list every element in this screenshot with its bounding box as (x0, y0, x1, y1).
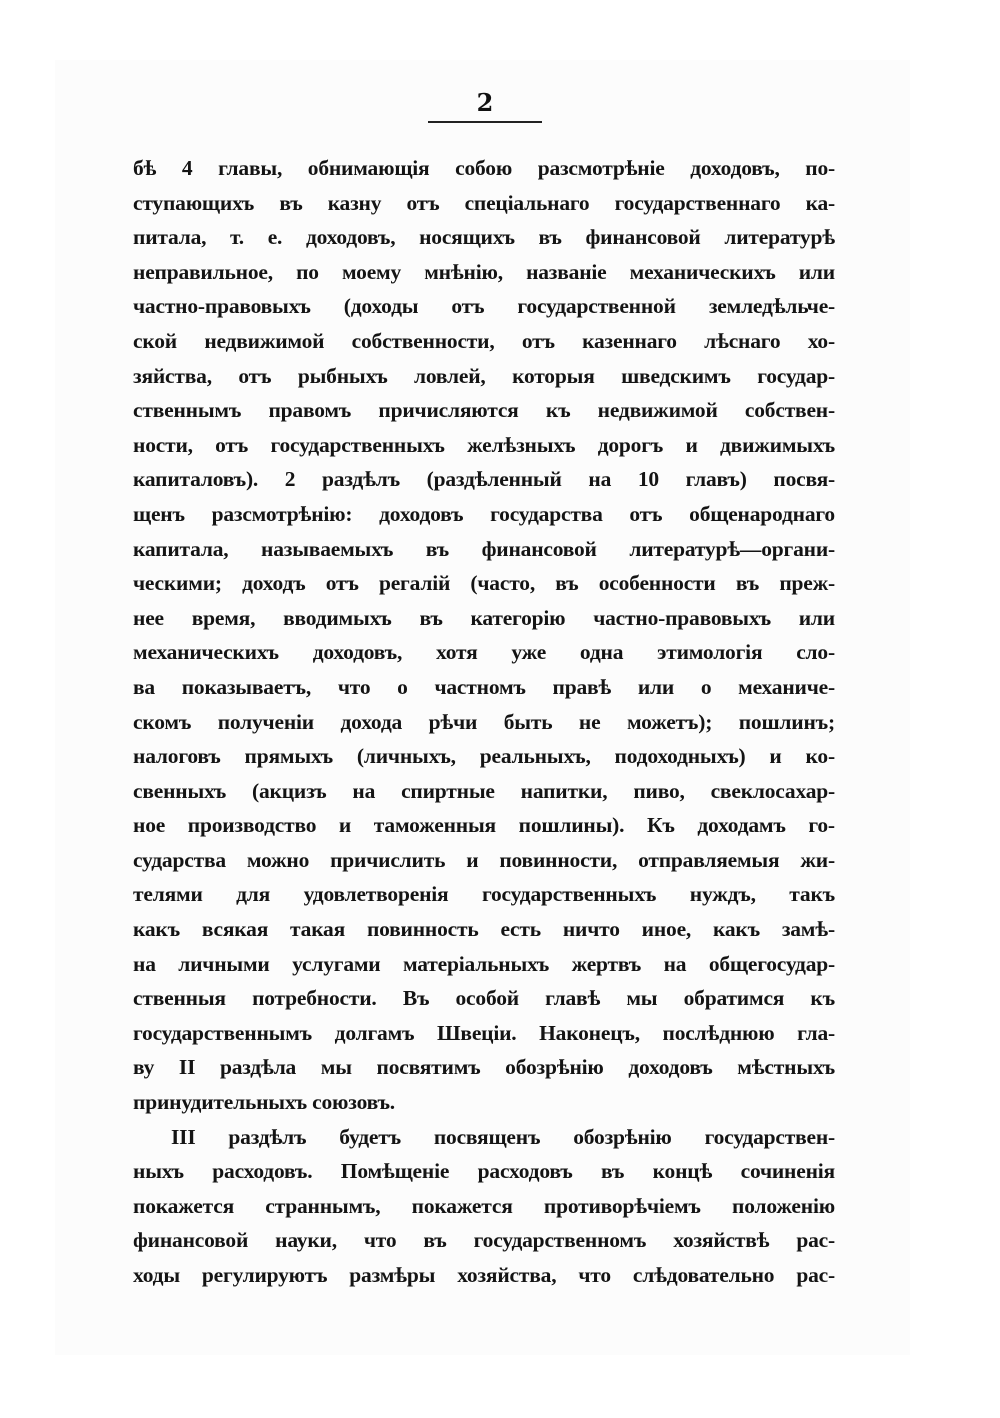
word: Помѣщеніе (340, 1159, 450, 1184)
word: телями (133, 882, 203, 907)
word: отъ (325, 571, 359, 596)
word: время, (191, 605, 256, 630)
word: въ (425, 536, 450, 561)
word: отъ (629, 501, 663, 526)
word: питала, (133, 225, 207, 250)
word: доходовъ, (690, 156, 780, 180)
word: ственнымъ (133, 398, 242, 423)
header-rule (428, 121, 542, 123)
word: есть (500, 917, 541, 942)
word: хозяйствѣ (673, 1228, 770, 1253)
word: правомъ (268, 398, 352, 423)
word: механическихъ (133, 640, 279, 665)
page-number: 2 (476, 88, 494, 117)
text-line (133, 739, 835, 774)
word: ности, (133, 432, 193, 457)
word: отъ (521, 328, 555, 353)
word: категорію (470, 605, 566, 630)
word: рѣчи (428, 709, 478, 734)
word: доходамъ (697, 813, 786, 838)
word: частно-правовыхъ (593, 605, 771, 630)
word: что (363, 1228, 397, 1253)
word: страннымъ, (265, 1193, 381, 1218)
word: въ (423, 1228, 447, 1253)
word: спиртные (401, 778, 495, 803)
word: частномъ (434, 674, 526, 699)
word: одна (579, 640, 624, 665)
word: капиталовъ). (133, 467, 259, 492)
word: или (798, 605, 835, 630)
word: общенароднаго (689, 501, 835, 526)
word: въ (601, 1159, 625, 1184)
word: казну (327, 190, 382, 215)
word: положенію (732, 1193, 835, 1218)
text-line (133, 428, 835, 463)
word: и (466, 847, 479, 872)
word: размѣры (349, 1263, 436, 1287)
word: или (798, 259, 835, 284)
word: ныхъ (133, 1159, 184, 1184)
word: въ (538, 225, 562, 250)
word: этимологія (657, 640, 763, 665)
text-line (133, 1223, 835, 1258)
word: о (700, 674, 712, 699)
word: всякая (201, 917, 269, 942)
word: покажется (411, 1193, 513, 1218)
word: напитки, (520, 778, 608, 803)
text-line (133, 947, 835, 982)
word: услугами (292, 951, 381, 976)
word: и (685, 432, 698, 457)
word: бѣ (133, 156, 157, 180)
word: концѣ (652, 1159, 713, 1184)
word: (личныхъ, (356, 744, 456, 769)
word: рас- (796, 1263, 835, 1287)
word: (доходы (343, 294, 419, 319)
word: обозрѣнію (573, 1124, 672, 1149)
word: мнѣнію, (424, 259, 503, 284)
word: жи- (800, 847, 835, 872)
word: разсмотрѣніе (537, 156, 665, 180)
word: названіе (526, 259, 607, 284)
word: ственныя (133, 986, 226, 1011)
word: государства (490, 501, 603, 526)
word: мы (626, 986, 658, 1011)
word: ву (133, 1055, 155, 1080)
word: сочиненія (740, 1159, 835, 1184)
word: особенности (598, 571, 716, 596)
word: главѣ (545, 986, 601, 1011)
word: дорогъ (597, 432, 664, 457)
word: свеклосахар- (710, 778, 835, 803)
word: на (352, 778, 376, 803)
text-line (133, 808, 835, 843)
word: капитала, (133, 536, 229, 561)
word: раздѣлъ (228, 1124, 307, 1149)
word: зяйства, (133, 363, 212, 388)
word: движимыхъ (720, 432, 835, 457)
word: которыя (512, 363, 595, 388)
word: на (663, 951, 687, 976)
word: подоходныхъ) (614, 744, 746, 769)
word: ва (133, 674, 155, 699)
word: повинность (366, 917, 479, 942)
word: недвижимой (204, 328, 325, 353)
word: мѣстныхъ (737, 1055, 835, 1080)
body-text (133, 151, 835, 1293)
word: государственной (517, 294, 676, 319)
word: отъ (406, 190, 440, 215)
word: какъ (712, 917, 760, 942)
word: (акцизъ (252, 778, 327, 803)
word: таможенныя (373, 813, 496, 838)
word: личными (178, 951, 270, 976)
word: реальныхъ, (479, 744, 591, 769)
word: ческими; (133, 571, 222, 596)
word: о (397, 674, 408, 699)
word: разсмотрѣнію: (211, 501, 353, 526)
word: правѣ (552, 674, 612, 699)
word: II (178, 1055, 196, 1080)
text-line (133, 1258, 835, 1293)
word: рыбныхъ (297, 363, 388, 388)
word: отъ (238, 363, 272, 388)
word: главы, (218, 156, 283, 180)
word: покажется (133, 1193, 234, 1218)
word: (раздѣленный (426, 467, 562, 492)
word: въ (555, 571, 579, 596)
word: лѣснаго (704, 328, 781, 353)
word: вводимыхъ (283, 605, 392, 630)
word: 10 (637, 467, 659, 492)
text-line (133, 393, 835, 428)
text-line (133, 774, 835, 809)
text-line (133, 566, 835, 601)
word: го- (808, 813, 835, 838)
word: въ (419, 605, 443, 630)
word: такая (290, 917, 346, 942)
word: рас- (796, 1228, 835, 1253)
word: спеціальнаго (464, 190, 590, 215)
text-line (133, 289, 835, 324)
word: общегосудар- (708, 951, 835, 976)
word: раздѣлъ (322, 467, 400, 492)
text-line (133, 1154, 835, 1189)
word: причисляются (378, 398, 519, 423)
word: замѣ- (781, 917, 835, 942)
word: ка- (805, 190, 835, 215)
word: ходы (133, 1263, 180, 1287)
word: уже (511, 640, 547, 665)
word: е. (267, 225, 283, 250)
word: можетъ); (626, 709, 713, 734)
text-line (133, 1120, 835, 1155)
word: регалій (378, 571, 451, 596)
word: показываетъ, (181, 674, 312, 699)
word: сударства (133, 847, 226, 872)
word: на (588, 467, 612, 492)
word: жертвъ (571, 951, 642, 976)
word: обнимающія (307, 156, 430, 180)
word: расходовъ. (212, 1159, 313, 1184)
word: гла- (797, 1020, 835, 1045)
text-line (133, 1189, 835, 1224)
text-line (133, 705, 835, 740)
text-line (133, 981, 835, 1016)
word: государственныхъ (270, 432, 445, 457)
word: моему (341, 259, 402, 284)
word: особой (455, 986, 519, 1011)
word: государ- (757, 363, 835, 388)
word: и (338, 813, 352, 838)
word: обозрѣнію (505, 1055, 604, 1080)
word: финансовой (133, 1228, 249, 1253)
word: пошлины). (518, 813, 625, 838)
word: отправляемыя (638, 847, 780, 872)
word: собою (455, 156, 513, 180)
word: расходовъ (477, 1159, 573, 1184)
text-line (133, 220, 835, 255)
word: доходовъ (628, 1055, 713, 1080)
word: регулируютъ (201, 1263, 328, 1287)
paragraph (133, 1120, 835, 1293)
word: ской (133, 328, 177, 353)
word: потребности. (252, 986, 377, 1011)
word: Къ (646, 813, 675, 838)
word: частно-правовыхъ (133, 294, 311, 319)
text-line (133, 324, 835, 359)
word: или (637, 674, 675, 699)
word: такъ (789, 882, 835, 907)
word: государственнаго (614, 190, 781, 215)
word: для (236, 882, 271, 907)
word: государственномъ (473, 1228, 647, 1253)
text-line (133, 532, 835, 567)
word: отъ (215, 432, 249, 457)
word: къ (810, 986, 835, 1011)
word: Швеціи. (437, 1020, 517, 1045)
text-line (133, 359, 835, 394)
text-line: принудительныхъ союзовъ. (133, 1090, 395, 1115)
word: мы (320, 1055, 352, 1080)
word: хотя (436, 640, 478, 665)
word: нуждъ, (689, 882, 756, 907)
word: пошлинъ; (738, 709, 835, 734)
word: противорѣчіемъ (543, 1193, 701, 1218)
word: пиво, (633, 778, 685, 803)
word: литературѣ—органи- (629, 536, 835, 561)
word: земледѣльче- (708, 294, 835, 319)
word: доходовъ (379, 501, 464, 526)
word: науки, (275, 1228, 337, 1253)
word: что (337, 674, 371, 699)
text-line (133, 151, 835, 186)
word: въ (279, 190, 303, 215)
word: быть (503, 709, 553, 734)
word: Наконецъ, (539, 1020, 640, 1045)
word: главъ) (685, 467, 747, 492)
word: въ (735, 571, 760, 596)
word: механическихъ (629, 259, 776, 284)
word: налоговъ (133, 744, 221, 769)
word: щенъ (133, 501, 185, 526)
word: казеннаго (582, 328, 677, 353)
text-line (133, 877, 835, 912)
word: доходовъ, (305, 225, 396, 250)
word: прямыхъ (244, 744, 333, 769)
word: финансовой (481, 536, 597, 561)
word: называемыхъ (261, 536, 394, 561)
word: ступающихъ (133, 190, 255, 215)
word: дохода (340, 709, 403, 734)
word: носящихъ (419, 225, 515, 250)
word: посвя- (773, 467, 835, 492)
word: по (296, 259, 319, 284)
word: скомъ (133, 709, 192, 734)
word: ное (133, 813, 166, 838)
word: государствен- (704, 1124, 835, 1149)
word: желѣзныхъ (467, 432, 576, 457)
text-line (133, 255, 835, 290)
word: къ (545, 398, 571, 423)
word: посвятимъ (376, 1055, 481, 1080)
word: шведскимъ (621, 363, 731, 388)
word: матеріальныхъ (402, 951, 550, 976)
word: нее (133, 605, 164, 630)
word: сло- (796, 640, 835, 665)
text-line (133, 497, 835, 532)
word: литературѣ (724, 225, 835, 250)
text-line (133, 635, 835, 670)
text-line (133, 1050, 835, 1085)
word: 4 (181, 156, 193, 180)
word: ко- (805, 744, 835, 769)
word: отъ (451, 294, 485, 319)
word: государственнымъ (133, 1020, 313, 1045)
word: собственности, (351, 328, 495, 353)
word: преж- (779, 571, 835, 596)
word: доходъ (242, 571, 306, 596)
word: слѣдовательно (632, 1263, 775, 1287)
word: причислить (330, 847, 446, 872)
word: можно (246, 847, 310, 872)
word: не (578, 709, 601, 734)
word: будетъ (339, 1124, 401, 1149)
text-line (133, 601, 835, 636)
word: иное, (641, 917, 692, 942)
word: ловлей, (414, 363, 486, 388)
text-line (133, 186, 835, 221)
word: свенныхъ (133, 778, 227, 803)
word: ничто (562, 917, 620, 942)
word: хозяйства, (457, 1263, 557, 1287)
word: доходовъ, (312, 640, 403, 665)
word: посвященъ (433, 1124, 541, 1149)
text-line (133, 843, 835, 878)
word: III (171, 1124, 196, 1149)
text-line (133, 912, 835, 947)
word: неправильное, (133, 259, 273, 284)
word: по- (805, 156, 835, 180)
word: т. (230, 225, 244, 250)
word: государственныхъ (481, 882, 657, 907)
word: что (578, 1263, 611, 1287)
word: финансовой (585, 225, 701, 250)
word: обратимся (683, 986, 785, 1011)
word: послѣднюю (662, 1020, 775, 1045)
word: хо- (807, 328, 835, 353)
word: удовлетворенія (303, 882, 449, 907)
word: собствен- (744, 398, 835, 423)
word: Въ (402, 986, 430, 1011)
paragraph (133, 151, 835, 1120)
text-line (133, 462, 835, 497)
word: и (769, 744, 782, 769)
word: полученіи (217, 709, 314, 734)
word: (часто, (470, 571, 536, 596)
word: долгамъ (334, 1020, 415, 1045)
word: механиче- (738, 674, 835, 699)
word: раздѣла (219, 1055, 297, 1080)
text-line (133, 1016, 835, 1051)
word: 2 (284, 467, 296, 492)
word: недвижимой (597, 398, 718, 423)
word: производство (187, 813, 317, 838)
word: какъ (133, 917, 180, 942)
word: повинности, (499, 847, 618, 872)
word: на (133, 951, 156, 976)
text-line (133, 670, 835, 705)
